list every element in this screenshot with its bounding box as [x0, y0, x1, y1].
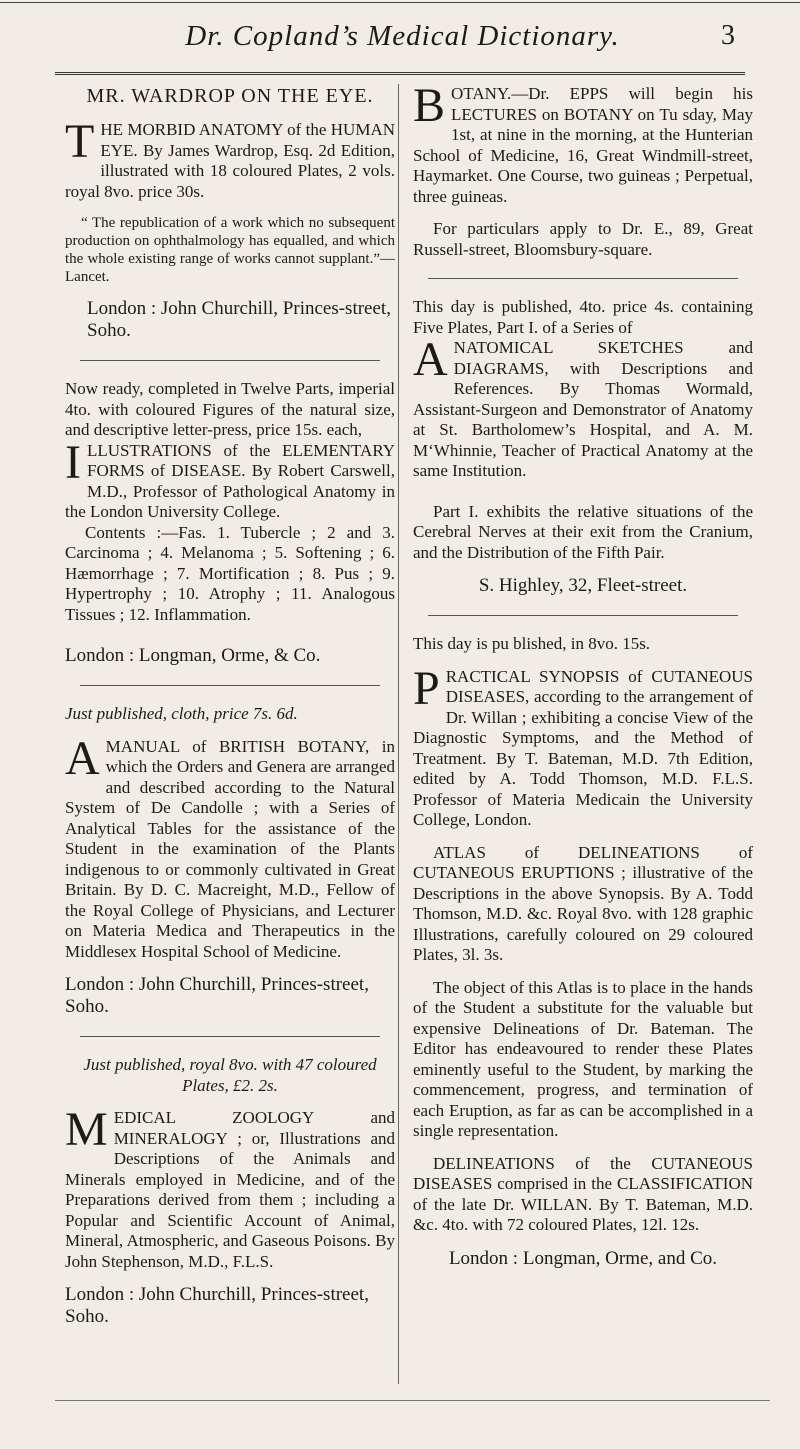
advert-anatomical-sketches — [413, 297, 753, 597]
advert-body: LLUSTRATIONS of the ELEMENTARY FORMS of DISEASE. By Robert Carswell, M.D., Professor of Pathological Anatomy in the London University College. — [65, 440, 395, 521]
header-rule — [55, 72, 745, 77]
advert-body: EDICAL ZOOLOGY and MINERALOGY ; or, Illustrations and Descriptions of the Animals and Minerals employed in Medicine, and of the Preparations derived from them ; including a Popular and Scientific Account of Animal, Mineral, Atmospheric, and Gaseous Poisons. By John Stephenson, M.D., F.L.S. — [65, 1108, 395, 1271]
advert-wardrop — [65, 84, 395, 342]
advert-intro: This day is published, 4to. price 4s. containing Five Plates, Part I. of a Series of — [413, 297, 753, 337]
drop-cap: M — [65, 1103, 108, 1156]
separator — [80, 685, 380, 686]
advert-practical-synopsis — [413, 634, 753, 1270]
advert-carswell — [65, 379, 395, 667]
advert-botany-manual — [65, 704, 395, 1018]
advert-epps-lectures — [413, 79, 753, 260]
separator — [428, 278, 738, 279]
atlas-description: ATLAS of DELINEATIONS of CUTANEOUS ERUPTIONS ; illustrative of the Descriptions in the above Synopsis. By A. Todd Thomson, M.D. &c. Royal 8vo. with 128 graphic Illustrations, carefully coloured on 29 coloured Plates, 3l. 3s. — [413, 842, 753, 964]
separator — [80, 1036, 380, 1037]
drop-cap: B — [413, 79, 446, 132]
page-title: Dr. Copland’s Medical Dictionary. — [185, 20, 620, 52]
advert-heading: MR. WARDROP ON THE EYE. — [86, 85, 374, 107]
advert-body: HE MORBID ANATOMY of the HUMAN EYE. By James Wardrop, Esq. 2d Edition, illustrated with 18 coloured Plates, 2 vols. royal 8vo. price 30s. — [65, 120, 395, 201]
drop-cap: A — [65, 731, 100, 785]
review-quote: “ The republication of a work which no subsequent production on ophthalmology has equalled, and which the whole existing range of works cannot supplant.”—Lancet. — [65, 215, 395, 285]
advert-body: NATOMICAL SKETCHES and DIAGRAMS, with Descriptions and References. By Thomas Wormald, Assistant-Surgeon and Demonstrator of Anatomy at St. Bartholomew’s Hospital, and A. M. M‘Whinnie, Teacher of Practical Anatomy at the same Institution. — [413, 338, 753, 480]
delineations-description: DELINEATIONS of the CUTANEOUS DISEASES comprised in the CLASSIFICATION of the late Dr. WILLAN. By T. Bateman, M.D. &c. 4to. with 72 coloured Plates, 12l. 12s. — [413, 1153, 753, 1234]
publisher-imprint: London : John Churchill, Princes-street, Soho. — [65, 974, 369, 1017]
publisher-imprint: London : Longman, Orme, & Co. — [65, 645, 321, 666]
advert-intro: Just published, royal 8vo. with 47 coloured Plates, £2. 2s. — [83, 1055, 377, 1095]
drop-cap: I — [65, 435, 81, 489]
advert-intro: Just published, cloth, price 7s. 6d. — [65, 704, 298, 723]
advert-intro: This day is pu blished, in 8vo. 15s. — [413, 634, 651, 653]
page-number: 3 — [721, 20, 735, 51]
top-rule — [0, 2, 800, 3]
atlas-object: The object of this Atlas is to place in the hands of the Student a substitute for the valuable but expensive Delineations of Dr. Bateman. The Editor has endeavoured to render these Plates eminently useful to the Student, by marking the commencement, progress, and termination of each Eruption, as far as can be accomplished in a single representation. — [413, 977, 753, 1140]
left-column — [65, 84, 395, 1328]
publisher-imprint: London : Longman, Orme, and Co. — [448, 1247, 718, 1269]
advert-intro: Now ready, completed in Twelve Parts, imperial 4to. with coloured Figures of the natural size, and descriptive letter-press, price 15s. each, — [65, 379, 395, 439]
column-divider — [398, 84, 399, 1384]
advert-body: OTANY.—Dr. EPPS will begin his LECTURES on BOTANY on Tu sday, May 1st, at nine in the morning, at the Hunterian School of Medicine, 16, Great Windmill-street, Haymarket. One Course, two guineas ; Perpetual, three guineas. — [413, 84, 753, 206]
part-description: Part I. exhibits the relative situations of the Cerebral Nerves at their exit from the Cranium, and the Distribution of the Fifth Pair. — [413, 501, 753, 562]
separator — [428, 615, 738, 616]
publisher-imprint: S. Highley, 32, Fleet-street. — [478, 575, 688, 596]
right-column — [413, 79, 753, 1270]
drop-cap: A — [413, 333, 448, 386]
advert-body: MANUAL of BRITISH BOTANY, in which the Orders and Genera are arranged and described according to the Natural System of De Candolle ; with a Series of Analytical Tables for the assistance of the Student in the examination of the Plants indigenous to or commonly cultivated in Great Britain. By D. C. Macreight, M.D., Fellow of the Royal College of Physicians, and Lecturer on Materia Medica and Therapeutics in the Middlesex Hospital School of Medicine. — [65, 736, 395, 961]
bottom-rule — [55, 1400, 770, 1401]
contents-list: Contents :—Fas. 1. Tubercle ; 2 and 3. Carcinoma ; 4. Melanoma ; 5. Softening ; 6. Hæmorrhage ; 7. Mortification ; 8. Pus ; 9. Hypertrophy ; 10. Atrophy ; 11. Analogous Tissues ; 12. Inflammation. — [65, 522, 395, 624]
drop-cap: T — [65, 115, 95, 168]
advert-body: RACTICAL SYNOPSIS of CUTANEOUS DISEASES, according to the arrangement of Dr. Willan ; exhibiting a concise View of the Diagnostic Symptoms, and the Method of Treatment. By T. Bateman, M.D. 7th Edition, edited by A. Todd Thomson, M.D. F.L.S. Professor of Materia Medicain the University College, London. — [413, 666, 753, 829]
separator — [80, 360, 380, 361]
particulars-text: For particulars apply to Dr. E., 89, Great Russell-street, Bloomsbury-square. — [413, 219, 753, 259]
publisher-imprint: London : John Churchill, Princes-street, Soho. — [87, 298, 391, 341]
publisher-imprint: London : John Churchill, Princes-street, Soho. — [65, 1284, 369, 1327]
drop-cap: P — [413, 661, 440, 715]
advert-medical-zoology — [65, 1055, 395, 1328]
running-head — [60, 14, 745, 64]
